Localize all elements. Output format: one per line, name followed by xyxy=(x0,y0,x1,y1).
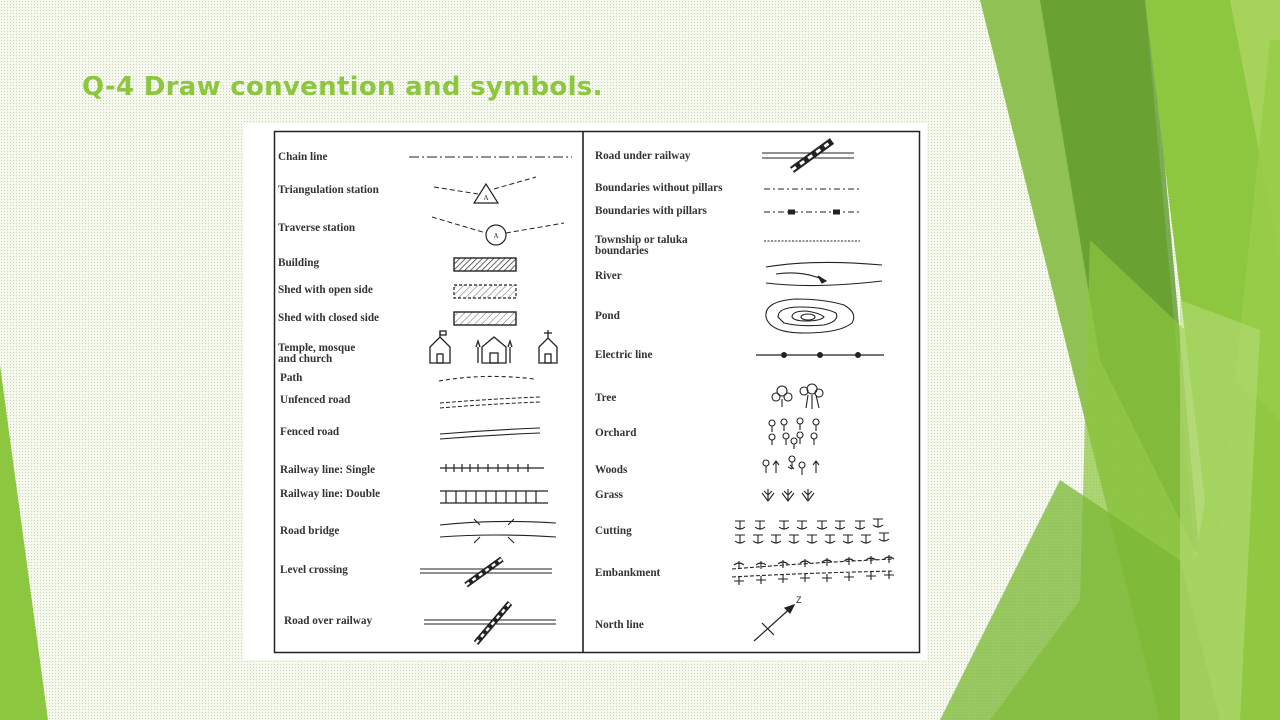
label-embankment: Embankment xyxy=(595,567,661,579)
road-under-railway-symbol xyxy=(762,141,854,170)
label-cutting: Cutting xyxy=(595,525,632,537)
label-woods: Woods xyxy=(595,464,628,476)
boundaries-with-pillars-symbol xyxy=(764,210,860,215)
label-chain-line: Chain line xyxy=(278,151,328,163)
north-letter: Z xyxy=(796,595,802,605)
label-road-over-railway: Road over railway xyxy=(284,615,373,627)
cutting-symbol xyxy=(735,519,889,543)
label-orchard: Orchard xyxy=(595,427,637,439)
road-bridge-symbol xyxy=(440,519,556,543)
railway-double-symbol xyxy=(440,491,548,503)
electric-line-symbol xyxy=(756,352,884,358)
temple-mosque-church-symbols xyxy=(430,330,557,363)
label-traverse-station: Traverse station xyxy=(278,222,356,234)
river-symbol xyxy=(766,262,882,285)
grass-symbol xyxy=(762,489,814,501)
orchard-symbol xyxy=(769,418,819,449)
building-symbol xyxy=(454,258,516,271)
label-building: Building xyxy=(278,257,320,269)
label-road-under-railway: Road under railway xyxy=(595,150,691,162)
label-boundaries-with-pillars: Boundaries with pillars xyxy=(595,205,707,217)
label-fenced-road: Fenced road xyxy=(280,426,340,438)
shed-closed-side-symbol xyxy=(454,312,516,325)
label-grass: Grass xyxy=(595,489,623,501)
conventions-drawing xyxy=(244,123,927,660)
label-triangulation-station: Triangulation station xyxy=(278,184,379,196)
railway-single-symbol xyxy=(440,464,544,472)
label-shed-open-side: Shed with open side xyxy=(278,284,373,296)
triangulation-station-letter: A xyxy=(483,194,489,202)
label-shed-closed-side: Shed with closed side xyxy=(278,312,380,324)
slide-title: Q-4 Draw convention and symbols. xyxy=(82,72,603,102)
label-tree: Tree xyxy=(595,392,617,404)
label-north-line: North line xyxy=(595,619,644,631)
label-road-bridge: Road bridge xyxy=(280,525,340,537)
fenced-road-symbol xyxy=(440,428,540,439)
traverse-station-symbol xyxy=(432,217,564,245)
label-level-crossing: Level crossing xyxy=(280,564,348,576)
label-path: Path xyxy=(280,372,303,384)
embankment-symbol xyxy=(732,555,894,585)
label-township-boundaries: Township or taluka boundaries xyxy=(595,234,688,257)
label-river: River xyxy=(595,270,622,282)
conventions-figure xyxy=(244,123,927,660)
woods-symbol xyxy=(763,456,819,475)
label-railway-single: Railway line: Single xyxy=(280,464,376,476)
pond-symbol xyxy=(766,299,854,333)
shed-open-side-symbol xyxy=(454,285,516,298)
path-symbol xyxy=(439,376,534,381)
north-line-symbol xyxy=(754,595,802,641)
label-railway-double: Railway line: Double xyxy=(280,488,381,500)
unfenced-road-symbol xyxy=(440,397,540,408)
tree-symbol xyxy=(772,384,823,409)
level-crossing-symbol xyxy=(420,559,552,585)
road-over-railway-symbol xyxy=(424,603,556,643)
triangulation-station-symbol xyxy=(434,177,536,203)
label-unfenced-road: Unfenced road xyxy=(280,394,351,406)
label-temple-mosque-church: Temple, mosque and church xyxy=(278,342,356,365)
label-pond: Pond xyxy=(595,310,620,322)
traverse-station-letter: A xyxy=(493,232,499,240)
label-electric-line: Electric line xyxy=(595,349,653,361)
label-boundaries-without-pillars: Boundaries without pillars xyxy=(595,182,723,194)
